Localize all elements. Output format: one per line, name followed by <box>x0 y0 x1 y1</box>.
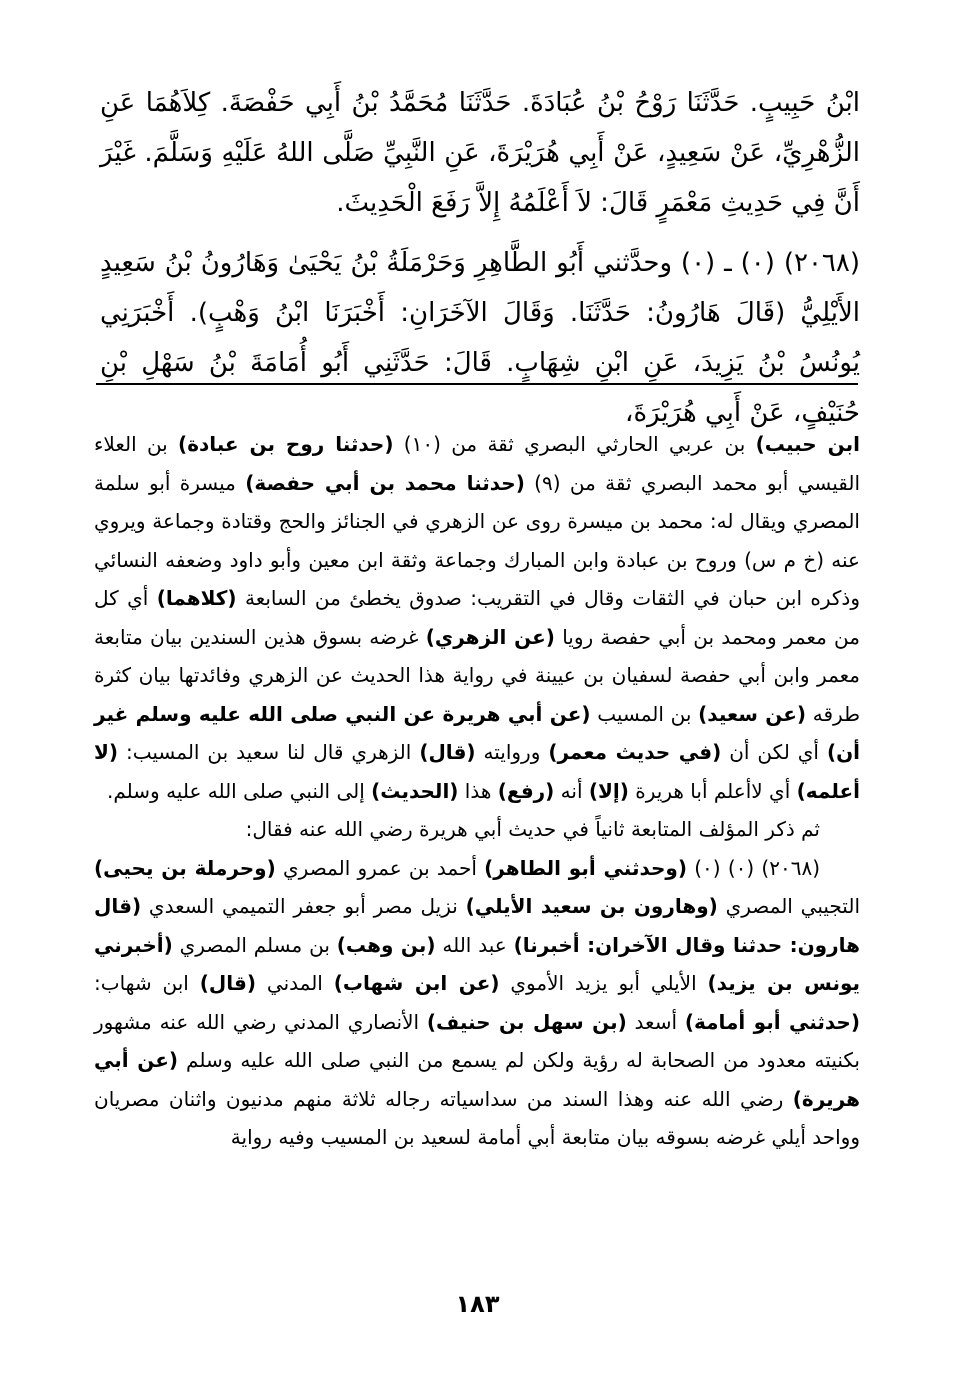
commentary-text: بن المسيب <box>590 701 699 726</box>
commentary-bold-text: (بن وهب) <box>336 932 436 957</box>
commentary-text: الأنصاري المدني رضي الله عنه مشهور بكنيته معدود من الصحابة له رؤية ولكن لم يسمع من النبي صلى الله عليه وسلم <box>94 1009 860 1072</box>
commentary-bold-text: (بن سهل بن حنيف) <box>426 1009 627 1034</box>
commentary-text: أي كل من معمر ومحمد بن أبي حفصة رويا <box>94 586 860 649</box>
commentary-bold-text: (حدثنا روح بن عبادة) <box>178 432 394 456</box>
commentary-bold-text: (أخبرني يونس بن يزيد) <box>94 932 861 995</box>
commentary-bold-text: ابن حبيب) <box>755 432 860 456</box>
commentary-bold-text: (حدثنا محمد بن أبي حفصة) <box>245 470 525 495</box>
page-number: ١٨٣ <box>455 1290 500 1318</box>
commentary-text: أي لاأعلم أبا هريرة <box>628 778 797 803</box>
commentary-bold-text: (وحرملة بن يحيى) <box>94 855 276 880</box>
commentary-text: أحمد بن عمرو المصري <box>275 855 485 880</box>
footnote-divider <box>96 383 858 385</box>
commentary-bold-text: (عن سعيد) <box>698 701 807 726</box>
commentary-bold-text: (في حديث معمر) <box>548 740 722 764</box>
commentary-bold-text: (إلا) <box>588 778 629 803</box>
commentary-bold-text: (قال) <box>199 971 257 995</box>
commentary-text: رضي الله عنه وهذا السند من سداسياته رجاله ثلاثة منهم مدنيون واثنان مصريان وواحد أيلي غرضه بسوقه بيان متابعة أبي أمامة لسعيد بن المسيب وفيه رواية <box>94 1086 860 1149</box>
commentary-text: ابن شهاب: <box>94 971 200 995</box>
commentary-text: (٢٠٦٨) (٠) (٠) <box>687 855 821 880</box>
commentary-bold-text: (وحدثني أبو الطاهر) <box>484 855 687 880</box>
commentary-text: إلى النبي صلى الله عليه وسلم. <box>107 778 372 803</box>
commentary-text: وروايته <box>475 740 549 764</box>
commentary-text: بن العلاء <box>94 432 179 456</box>
commentary-text: عبد الله <box>435 932 514 957</box>
commentary-bold-text: (عن ابن شهاب) <box>333 971 500 995</box>
commentary-bold-text: (قال) <box>419 740 476 764</box>
commentary-bold-text: (لا أعلمه) <box>94 740 860 803</box>
commentary-text: أنه <box>554 778 589 803</box>
commentary-paragraph-3 <box>94 849 860 1157</box>
commentary-block <box>94 425 860 1157</box>
commentary-text: غرضه بسوق هذين السندين بيان متابعة معمر وابن أبي حفصة لسفيان بن عيينة في رواية هذا الحديث عن الزهري وفائدتها بيان كثرة طرقه <box>94 624 861 726</box>
commentary-bold-text: (حدثني أبو أمامة) <box>684 1009 860 1034</box>
commentary-text: التجيبي المصري <box>717 894 860 918</box>
hadith-paragraph-2: (٢٠٦٨) (٠) ـ (٠) وحدَّثني أَبُو الطَّاهِرِ وَحَرْمَلَةُ بْنُ يَحْيَىٰ وَهَارُونُ بْنُ سَعِيدٍ الأَيْلِيُّ (قَالَ هَارُونُ: حَدَّثَنَا. وَقَالَ الآخَرَانِ: أَخْبَرَنَا ابْنُ وَهْبٍ). أَخْبَرَنِي يُونُسُ بْنُ يَزِيدَ، عَنِ ابْنِ شِهَابٍ. قَالَ: حَدَّثَنِي أَبُو أُمَامَةَ بْنُ سَهْلِ بْنِ حُنَيْفٍ، عَنْ أَبِي هُرَيْرَةَ، <box>100 248 860 428</box>
commentary-paragraph-1 <box>94 425 860 810</box>
hadith-paragraph-1: ابْنُ حَبِيبٍ. حَدَّثَنَا رَوْحُ بْنُ عُبَادَةَ. حَدَّثَنَا مُحَمَّدُ بْنُ أَبِي حَفْصَةَ. كِلاَهُمَا عَنِ الزُّهْرِيِّ، عَنْ سَعِيدٍ، عَنْ أَبِي هُرَيْرَةَ، عَنِ النَّبِيِّ صَلَّى اللهُ عَلَيْهِ وَسَلَّمَ. غَيْرَ أَنَّ فِي حَدِيثِ مَعْمَرٍ قَالَ: لاَ أَعْلَمُهُ إِلاَّ رَفَعَ الْحَدِيثَ. <box>100 88 860 218</box>
commentary-text: أسعد <box>626 1009 685 1034</box>
commentary-bold-text: (عن أبي هريرة) <box>94 1048 860 1111</box>
commentary-bold-text: (وهارون بن سعيد الأيلي) <box>465 894 718 918</box>
commentary-text: الزهري قال لنا سعيد بن المسيب: <box>118 740 420 764</box>
commentary-bold-text: (عن أبي هريرة عن النبي صلى الله عليه وسلم غير أن) <box>94 701 861 764</box>
commentary-text: الأيلي أبو يزيد الأموي <box>499 971 708 995</box>
commentary-bold-text: (رفع) <box>497 778 555 803</box>
commentary-text: هذا <box>458 778 498 803</box>
commentary-bold-text: (عن الزهري) <box>425 624 555 649</box>
commentary-bold-text: (الحديث) <box>371 778 459 803</box>
commentary-paragraph-2: ثم ذكر المؤلف المتابعة ثانياً في حديث أبي هريرة رضي الله عنه فقال: <box>245 817 820 841</box>
commentary-text: القيسي أبو محمد البصري ثقة من (٩) <box>524 470 861 495</box>
commentary-text: بن مسلم المصري <box>172 932 337 957</box>
commentary-bold-text: (قال هارون: حدثنا وقال الآخران: أخبرنا) <box>94 894 860 957</box>
commentary-text: نزيل مصر أبو جعفر التميمي السعدي <box>141 894 466 918</box>
commentary-text: ميسرة أبو سلمة المصري ويقال له: محمد بن ميسرة روى عن الزهري في الجنائز والحج وقتادة وجماعة ويروي عنه (خ م س) وروح بن عبادة وابن المبارك وجماعة وثقة ابن معين وأبو داود وضعفه النسائي وذكره ابن حبان في الثقات وقال في التقريب: صدوق يخطئ من السابعة <box>94 470 860 610</box>
commentary-text: أي لكن أن <box>721 740 827 764</box>
commentary-text: بن عربي الحارثي البصري ثقة من (١٠) <box>393 432 756 456</box>
commentary-bold-text: (كلاهما) <box>156 586 237 610</box>
commentary-text: المدني <box>256 971 334 995</box>
